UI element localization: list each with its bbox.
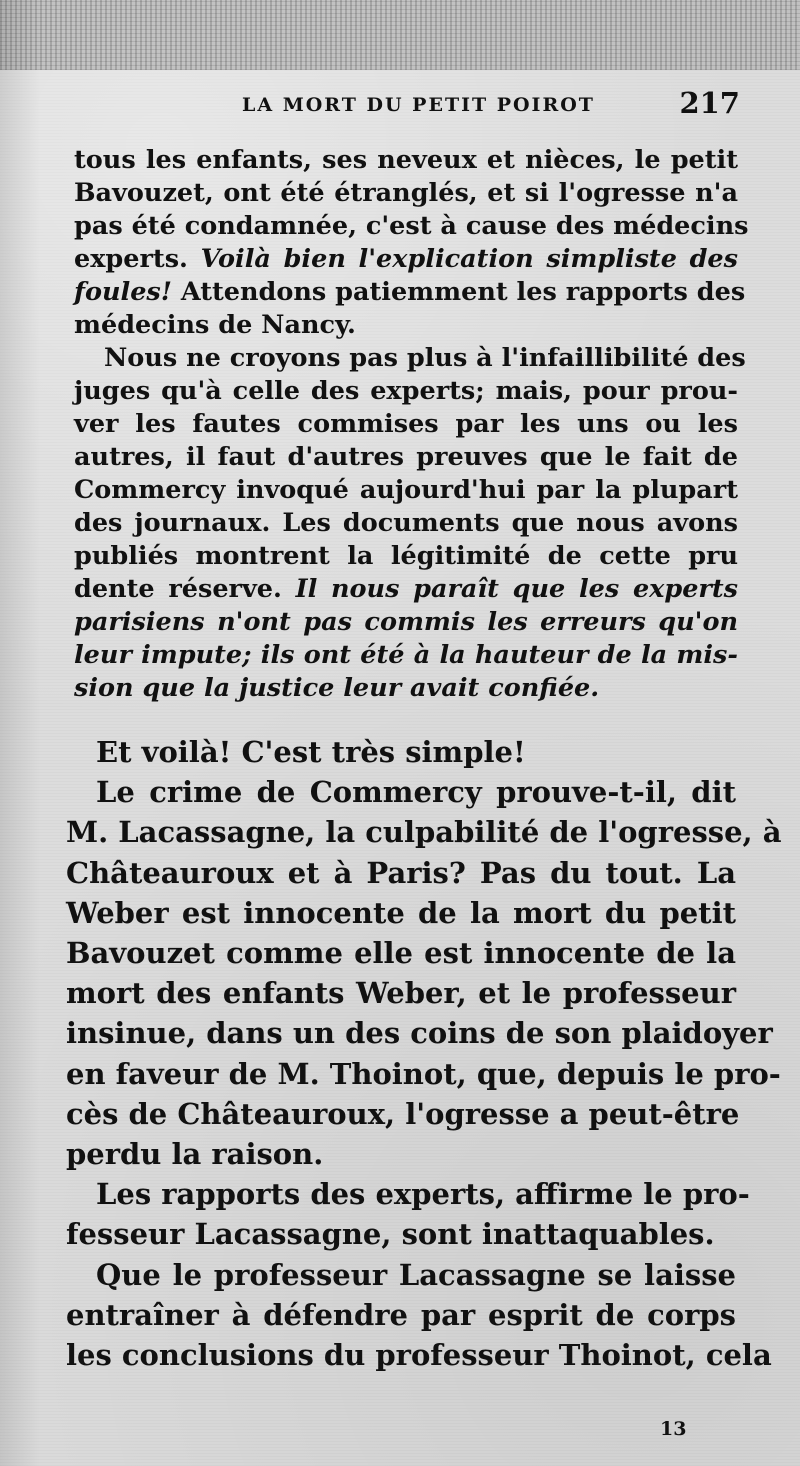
line-text: experts.	[74, 244, 201, 274]
page-number: 217	[679, 86, 740, 120]
text-line	[66, 1214, 736, 1254]
line-text: les conclusions du professeur Thoinot, cela	[66, 1338, 772, 1373]
text-line	[74, 375, 738, 408]
text-line	[66, 1295, 736, 1335]
text-line	[66, 1335, 772, 1375]
line-text: dente réserve.	[74, 574, 296, 604]
italic-text: Il nous paraît que les experts	[295, 574, 738, 604]
line-text: Nous ne croyons pas plus à l'infaillibilité des	[104, 343, 746, 373]
text-line	[66, 812, 782, 852]
line-text: insinue, dans un des coins de son plaidoyer	[66, 1016, 773, 1051]
text-line	[74, 606, 738, 639]
text-line	[74, 408, 738, 441]
line-text: des journaux. Les documents que nous avons	[74, 508, 738, 538]
text-line	[74, 441, 738, 474]
line-text: Les rapports des experts, affirme le pro-	[96, 1177, 750, 1212]
text-line	[74, 507, 738, 540]
text-block-quote	[74, 144, 749, 705]
text-line	[66, 973, 736, 1013]
text-line	[74, 276, 746, 309]
text-block-main	[66, 732, 782, 1375]
line-text: Bavouzet comme elle est innocente de la	[66, 936, 736, 971]
line-text: Que le professeur Lacassagne se laisse	[96, 1257, 736, 1292]
line-text: tous les enfants, ses neveux et nièces, le petit	[74, 145, 738, 175]
line-text: Et voilà! C'est très simple!	[96, 735, 526, 769]
line-text: médecins de Nancy.	[74, 310, 356, 340]
text-line	[74, 540, 738, 573]
italic-text: parisiens n'ont pas commis les erreurs qu'on	[74, 607, 738, 637]
line-text: entraîner à défendre par esprit de corps	[66, 1297, 736, 1332]
page-edge-shadow	[0, 0, 40, 1466]
text-line	[74, 672, 738, 705]
scan-noise-band	[0, 0, 800, 70]
italic-text: Voilà bien l'explication simpliste des	[200, 244, 738, 274]
italic-text: foules!	[74, 277, 172, 307]
line-text: perdu la raison.	[66, 1137, 324, 1172]
line-text: pas été condamnée, c'est à cause des médecins	[74, 211, 749, 241]
line-text: en faveur de M. Thoinot, que, depuis le pro-	[66, 1056, 781, 1091]
signature-mark: 13	[660, 1418, 687, 1440]
text-line	[74, 144, 738, 177]
italic-text: leur impute; ils ont été à la hauteur de la mis-	[74, 640, 738, 670]
line-text: ver les fautes commises par les uns ou les	[74, 409, 738, 439]
line-text: cès de Châteauroux, l'ogresse a peut-être	[66, 1096, 740, 1131]
line-text: fesseur Lacassagne, sont inattaquables.	[66, 1217, 715, 1252]
text-line	[66, 732, 736, 772]
text-line	[66, 1134, 736, 1174]
text-line	[74, 573, 738, 606]
line-text: Le crime de Commercy prouve-t-il, dit	[96, 775, 736, 810]
line-text: Bavouzet, ont été étranglés, et si l'ogresse n'a	[74, 178, 738, 208]
line-text: publiés montrent la légitimité de cette pru	[74, 541, 738, 571]
line-text: Weber est innocente de la mort du petit	[66, 895, 736, 930]
line-text: autres, il faut d'autres preuves que le fait de	[74, 442, 738, 472]
text-line	[66, 1054, 781, 1094]
text-line	[66, 933, 736, 973]
line-text: mort des enfants Weber, et le professeur	[66, 976, 736, 1011]
text-line	[74, 243, 738, 276]
running-title: LA MORT DU PETIT POIROT	[242, 94, 595, 116]
text-line	[66, 772, 736, 812]
line-text: Commercy invoqué aujourd'hui par la plupart	[74, 475, 738, 505]
text-line	[74, 474, 738, 507]
text-line	[66, 893, 736, 933]
italic-text: sion que la justice leur avait confiée.	[74, 673, 600, 703]
line-text: Attendons patiemment les rapports des	[171, 277, 746, 307]
text-line	[66, 1013, 773, 1053]
line-text: juges qu'à celle des experts; mais, pour prou-	[74, 376, 738, 406]
text-line	[66, 1174, 750, 1214]
text-line	[74, 639, 738, 672]
text-line	[74, 342, 746, 375]
line-text: M. Lacassagne, la culpabilité de l'ogresse, à	[66, 815, 782, 850]
text-line	[66, 1094, 740, 1134]
text-line	[74, 309, 738, 342]
text-line	[74, 177, 738, 210]
text-line	[66, 1255, 736, 1295]
text-line	[74, 210, 749, 243]
text-line	[66, 853, 736, 893]
running-head	[70, 86, 740, 126]
line-text: Châteauroux et à Paris? Pas du tout. La	[66, 855, 736, 890]
